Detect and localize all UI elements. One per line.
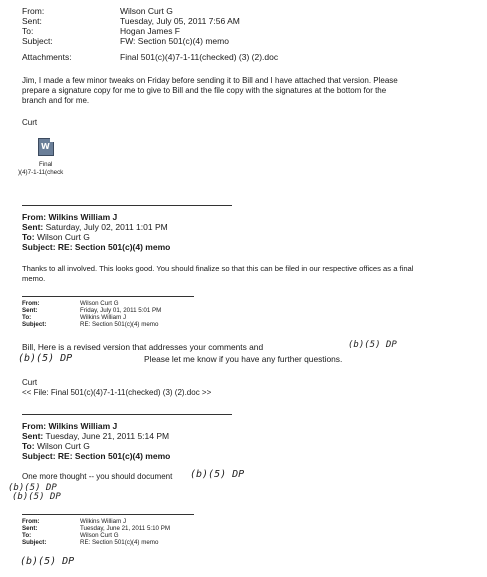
body-line: Thanks to all involved. This looks good. You should finalize so that this can be filed in our respective offices as a final bbox=[22, 264, 414, 273]
sent-value: Tuesday, July 05, 2011 7:56 AM bbox=[120, 16, 240, 26]
subject-label: Subject: bbox=[22, 451, 56, 461]
body-line: Bill, Here is a revised version that addresses your comments and bbox=[22, 342, 264, 352]
to-value: Hogan James F bbox=[120, 26, 180, 36]
sent-label: Sent: bbox=[22, 222, 44, 232]
body-line: memo. bbox=[22, 274, 46, 283]
redaction-mark: (b)(5) DP bbox=[8, 483, 57, 493]
subject-label: Subject: bbox=[22, 36, 53, 46]
body-line: prepare a signature copy for me to give to Bill and the file copy with the signatures at the bottom for the bbox=[22, 86, 387, 95]
body-line: branch and for me. bbox=[22, 96, 90, 105]
attachments-label: Attachments: bbox=[22, 52, 72, 62]
subject-value: RE: Section 501(c)(4) memo bbox=[80, 539, 159, 546]
signoff: Curt bbox=[22, 378, 38, 387]
attachment-label-2[interactable]: )(4)7-1-11(check bbox=[18, 169, 64, 176]
to-label: To: bbox=[22, 441, 35, 451]
sent-label: Sent: bbox=[22, 16, 42, 26]
to-value: Wilson Curt G bbox=[80, 532, 119, 539]
attachment-label-1[interactable]: Final bbox=[39, 161, 53, 168]
subject-label: Subject: bbox=[22, 321, 47, 328]
from-label: From: bbox=[22, 212, 47, 222]
sent-value: Tuesday, June 21, 2011 5:14 PM bbox=[45, 431, 170, 441]
divider bbox=[22, 205, 232, 206]
redaction-mark: (b)(5) DP bbox=[12, 492, 61, 502]
from-label: From: bbox=[22, 421, 47, 431]
redaction-mark: (b)(5) DP bbox=[348, 340, 397, 350]
sent-value: Saturday, July 02, 2011 1:01 PM bbox=[45, 222, 168, 232]
divider bbox=[22, 414, 232, 415]
divider bbox=[22, 296, 194, 297]
to-label: To: bbox=[22, 26, 34, 36]
sent-label: Sent: bbox=[22, 431, 44, 441]
sent-label: Sent: bbox=[22, 525, 38, 532]
signoff: Curt bbox=[22, 118, 38, 127]
from-value: Wilkins William J bbox=[80, 518, 127, 525]
subject-value: RE: Section 501(c)(4) memo bbox=[80, 321, 159, 328]
body-line: One more thought -- you should document bbox=[22, 472, 173, 481]
from-value: Wilson Curt G bbox=[80, 300, 119, 307]
sent-label: Sent: bbox=[22, 307, 38, 314]
subject-value: RE: Section 501(c)(4) memo bbox=[57, 451, 171, 461]
from-label: From: bbox=[22, 300, 40, 307]
from-label: From: bbox=[22, 518, 40, 525]
to-value: Wilson Curt G bbox=[36, 232, 90, 242]
word-document-icon[interactable] bbox=[38, 138, 54, 156]
redaction-mark: (b)(5) DP bbox=[20, 556, 75, 567]
attachments-value[interactable]: Final 501(c)(4)7-1-11(checked) (3) (2).doc bbox=[120, 52, 279, 62]
sent-value: Tuesday, June 21, 2011 5:10 PM bbox=[80, 525, 171, 532]
subject-value: FW: Section 501(c)(4) memo bbox=[120, 36, 229, 46]
from-value: Wilkins William J bbox=[48, 212, 118, 222]
from-value: Wilson Curt G bbox=[120, 6, 173, 16]
divider bbox=[22, 514, 194, 515]
subject-label: Subject: bbox=[22, 242, 56, 252]
to-value: Wilson Curt G bbox=[36, 441, 90, 451]
to-label: To: bbox=[22, 532, 32, 539]
from-label: From: bbox=[22, 6, 45, 16]
body-line: Jim, I made a few minor tweaks on Friday before sending it to Bill and I have attached that version. Please bbox=[22, 76, 398, 85]
sent-value: Friday, July 01, 2011 5:01 PM bbox=[80, 307, 162, 314]
to-label: To: bbox=[22, 232, 35, 242]
file-link[interactable]: << File: Final 501(c)(4)7-1-11(checked) (3) (2).doc >> bbox=[22, 388, 212, 397]
from-value: Wilkins William J bbox=[48, 421, 118, 431]
to-label: To: bbox=[22, 314, 32, 321]
redaction-mark: (b)(5) DP bbox=[18, 353, 73, 364]
redaction-mark: (b)(5) DP bbox=[190, 469, 245, 480]
body-line: Please let me know if you have any further questions. bbox=[144, 354, 343, 364]
to-value: Wilkins William J bbox=[80, 314, 127, 321]
subject-label: Subject: bbox=[22, 539, 47, 546]
subject-value: RE: Section 501(c)(4) memo bbox=[57, 242, 171, 252]
